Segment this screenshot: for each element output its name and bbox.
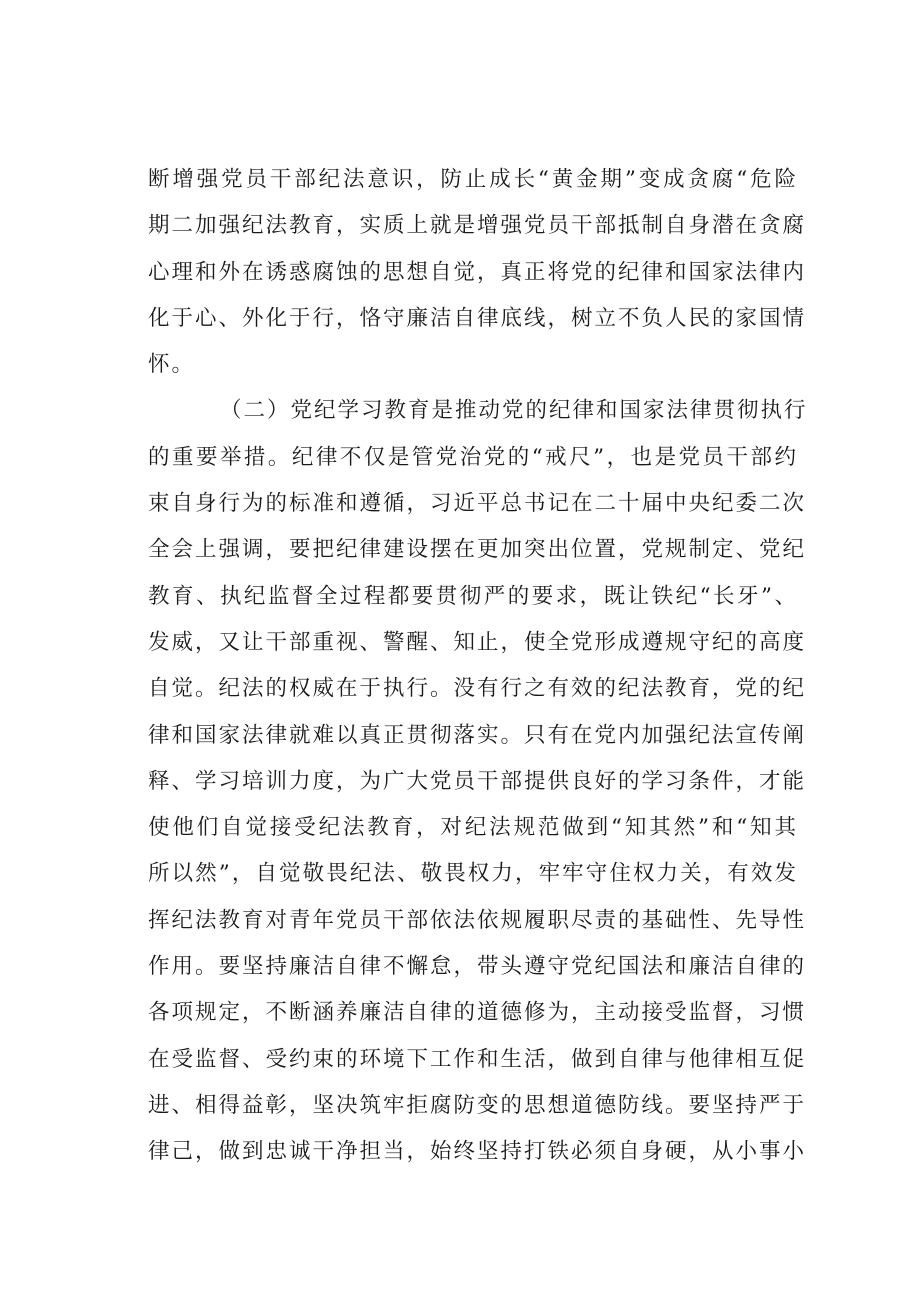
- text-line: 发威，又让干部重视、警醒、知止，使全党形成遵规守纪的高度: [148, 629, 807, 655]
- text-line: 断增强党员干部纪法意识，防止成长“黄金期”变成贪腐“危险: [148, 167, 798, 192]
- text-line: 律和国家法律就难以真正贯彻落实。只有在党内加强纪法宣传阐: [148, 722, 807, 748]
- text-line: 怀。: [148, 352, 196, 378]
- text-line: 作用。要坚持廉洁自律不懈怠，带头遵守党纪国法和廉洁自律的: [148, 954, 807, 980]
- text-line: 各项规定，不断涵养廉洁自律的道德修为，主动接受监督，习惯: [148, 1000, 807, 1026]
- text-line: 进、相得益彰，坚决筑牢拒腐防变的思想道德防线。要坚持严于: [148, 1092, 807, 1118]
- text-line: 教育、执纪监督全过程都要贯彻严的要求，既让铁纪“长牙”、: [148, 583, 798, 609]
- body-text: [148, 157, 808, 1176]
- text-line: 自觉。纪法的权威在于执行。没有行之有效的纪法教育，党的纪: [148, 676, 807, 702]
- text-line: 所以然”，自觉敬畏纪法、敬畏权力，牢牢守住权力关，有效发: [148, 861, 798, 887]
- text-line: 束自身行为的标准和遵循，习近平总书记在二十届中央纪委二次: [148, 491, 807, 517]
- text-line: 在受监督、受约束的环境下工作和生活，做到自律与他律相互促: [148, 1046, 807, 1072]
- text-line: 化于心、外化于行，恪守廉洁自律底线，树立不负人民的家国情: [148, 305, 807, 331]
- text-line: 全会上强调，要把纪律建设摆在更加突出位置，党规制定、党纪: [148, 537, 807, 563]
- section-heading-line: （二）党纪学习教育是推动党的纪律和国家法律贯彻执行: [220, 398, 808, 424]
- text-line: 律己，做到忠诚干净担当，始终坚持打铁必须自身硬，从小事小: [148, 1139, 807, 1165]
- text-line: 期二加强纪法教育，实质上就是增强党员干部抵制自身潜在贪腐: [148, 213, 807, 239]
- text-line: 使他们自觉接受纪法教育，对纪法规范做到“知其然”和“知其: [148, 815, 798, 841]
- text-line: 的重要举措。纪律不仅是管党治党的“戒尺”，也是党员干部约: [148, 444, 798, 470]
- text-line: 心理和外在诱惑腐蚀的思想自觉，真正将党的纪律和国家法律内: [148, 259, 807, 285]
- text-line: 释、学习培训力度，为广大党员干部提供良好的学习条件，才能: [148, 768, 807, 794]
- text-line: 挥纪法教育对青年党员干部依法依规履职尽责的基础性、先导性: [148, 907, 807, 933]
